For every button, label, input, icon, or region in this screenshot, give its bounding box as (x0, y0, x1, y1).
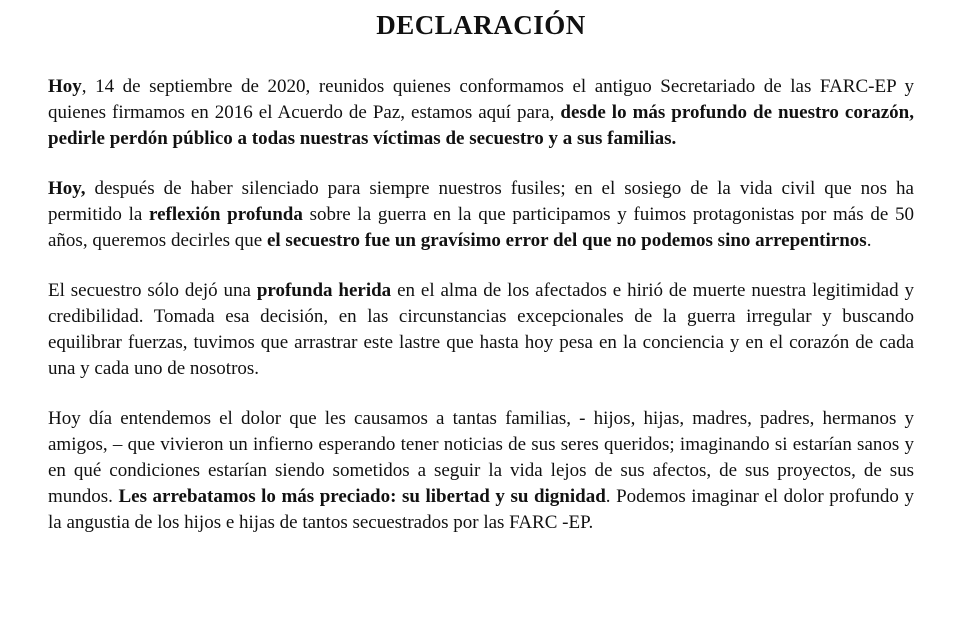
text-segment-bold: profunda herida (256, 280, 392, 301)
text-segment-bold: reflexión profunda (149, 204, 303, 225)
text-segment: después de haber silenciado para siempre nuestros fusiles; en el sosiego de la vida civil que nos ha permitido la (48, 178, 914, 225)
paragraph-4 (48, 406, 914, 536)
text-segment: en el alma de los afectados e hirió de muerte nuestra legitimidad y credibilidad. Tomada esa decisión, en las circunstancias excepcionales de la guerra irregular y buscando equilibrar fuerzas, tuvimos que arrastrar este lastre que hasta hoy pesa en la conciencia y en el corazón de cada una y cada uno de nosotros. (48, 280, 914, 379)
text-segment-bold: desde lo más profundo de nuestro corazón, pedirle perdón público a todas nuestras víctimas de secuestro y a sus familias. (48, 102, 915, 149)
text-segment-bold: el secuestro fue un gravísimo error del que no podemos sino arrepentirnos (266, 230, 867, 251)
paragraph-2 (48, 176, 914, 254)
paragraph-1 (48, 74, 914, 152)
text-segment: sobre la guerra en la que participamos y fuimos protagonistas por más de 50 años, queremos decirles que (48, 204, 914, 251)
text-segment: , 14 de septiembre de 2020, reunidos quienes conformamos el antiguo Secretariado de las FARC-EP y quienes firmamos en 2016 el Acuerdo de Paz, estamos aquí para, (48, 76, 914, 123)
document-title: DECLARACIÓN (376, 10, 586, 40)
text-segment-bold: Les arrebatamos lo más preciado: su libertad y su dignidad (118, 486, 606, 507)
text-segment: El secuestro sólo dejó una (48, 280, 257, 301)
text-segment-bold: Hoy (48, 76, 82, 97)
text-segment: . (866, 230, 872, 251)
paragraph-3 (48, 278, 914, 382)
text-segment: . Podemos imaginar el dolor profundo y la angustia de los hijos e hijas de tantos secuestrados por las FARC -EP. (48, 486, 914, 533)
text-segment: Hoy día entendemos el dolor que les causamos a tantas familias, - hijos, hijas, madres, padres, hermanos y amigos, – que vivieron un infierno esperando tener noticias de sus seres queridos; imaginando si estarían sanos y en qué condiciones estarían siendo sometidos a seguir la vida lejos de sus afectos, de sus proyectos, de sus mundos. (48, 408, 914, 507)
text-segment-bold: Hoy, (48, 178, 86, 199)
